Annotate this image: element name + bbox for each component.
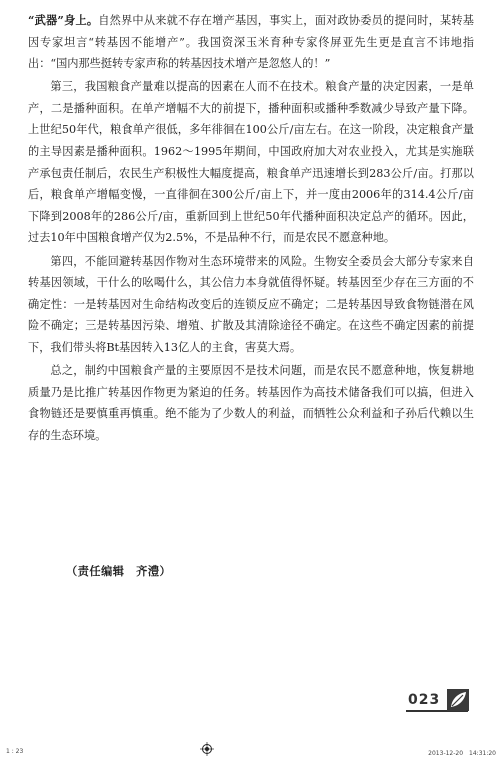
page-number-block — [406, 690, 466, 714]
paragraph-text: 自然界中从来就不存在增产基因，事实上，面对政协委员的提问时，某转基因专家坦言“转基因不能增产”。我国资深玉米育种专家佟屏亚先生更是直言不讳地指出：“国内那些挺转专家声称的转基因技术增产是忽悠人的！” — [28, 14, 474, 71]
paragraph-text: 总之，制约中国粮食产量的主要原因不是技术问题，而是农民不愿意种地，恢复耕地质量乃是比推广转基因作物更为紧迫的任务。转基因作为高技术储备我们可以搞，但进入食物链还是要慎重再慎重。绝不能为了少数人的利益，而牺牲公众利益和子孙后代赖以生存的生态环境。 — [28, 364, 474, 442]
paragraph-1 — [28, 10, 474, 75]
leaf-icon — [446, 688, 470, 712]
article-body — [28, 10, 474, 448]
paragraph-text: 第四，不能回避转基因作物对生态环境带来的风险。生物安全委员会大部分专家来自转基因领域，干什么的吆喝什么，其公信力本身就值得怀疑。转基因至少存在三方面的不确定性：一是转基因对生命结构改变后的连锁反应不确定；二是转基因导致食物链潜在风险不确定；三是转基因污染、增殖、扩散及其清除途径不确定。在这些不确定因素的前提下，我们带头将Bt基因转入13亿人的主食，害莫大焉。 — [28, 254, 474, 354]
paragraph-text: 第三，我国粮食产量难以提高的因素在人而不在技术。粮食产量的决定因素，一是单产，二是播种面积。在单产增幅不大的前提下，播种面积或播种季数减少导致产量下降。上世纪50年代，粮食单产很低，多年徘徊在100公斤/亩左右。在这一阶段，决定粮食产量的主导因素是播种面积。1962～1995年期间，中国政府加大对农业投入，尤其是实施联产承包责任制后，农民生产积极性大幅度提高，粮食单产迅速增长到283公斤/亩。打那以后，粮食单产增幅变慢，一直徘徊在300公斤/亩上下，并一度由2006年的314.4公斤/亩下降到2008年的286公斤/亩，重新回到上世纪50年代播种面积决定总产的循环。因此，过去10年中国粮食增产仅为2.5%，不是品种不行，而是农民不愿意种地。 — [28, 80, 474, 245]
footer-page-count: 1 : 23 — [6, 748, 24, 755]
footer-timestamp: 2013-12-20 14:31:20 — [428, 750, 496, 757]
responsible-editor: （责任编辑 齐澧） — [66, 564, 172, 578]
print-footer — [0, 742, 502, 762]
paragraph-2 — [28, 76, 474, 249]
paragraph-lead: “武器”身上。 — [28, 13, 99, 27]
paragraph-3 — [28, 251, 474, 359]
crop-mark-icon — [200, 742, 214, 756]
page-number: 023 — [408, 692, 441, 708]
paragraph-4 — [28, 360, 474, 446]
